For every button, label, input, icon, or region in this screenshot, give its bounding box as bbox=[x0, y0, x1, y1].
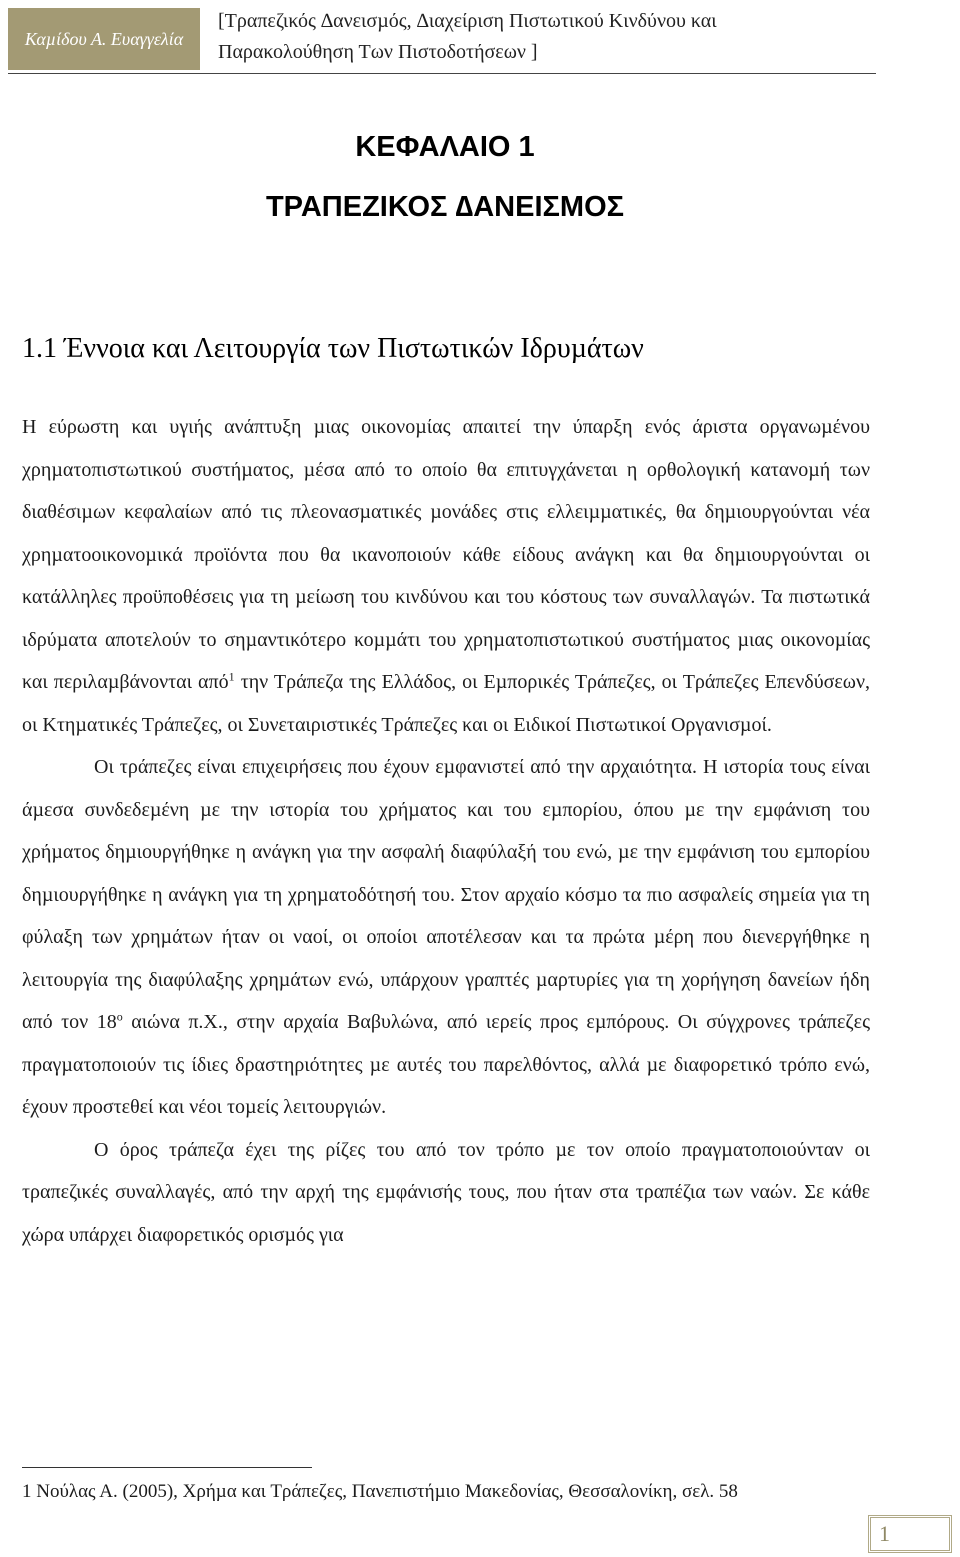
page-number-box bbox=[868, 1515, 952, 1553]
paragraph-2-text-b: αιώνα π.Χ., στην αρχαία Βαβυλώνα, από ιερείς προς εµπόρους. Οι σύγχρονες τράπεζες πραγµατοποιούν τις ίδιες δραστηριότητες µε αυτές του παρελθόντος, αλλά µε διαφορετικό τρόπο ενώ, έχουν προστεθεί και νέοι τοµείς λειτουργιών. bbox=[22, 1011, 870, 1118]
footnote-reference: 1 bbox=[228, 669, 235, 684]
header-author-band bbox=[8, 8, 200, 70]
section-heading: 1.1 Έννοια και Λειτουργία των Πιστωτικών Ιδρυµάτων bbox=[22, 333, 644, 364]
paragraph-1-text-a: Η εύρωστη και υγιής ανάπτυξη µιας οικονοµίας απαιτεί την ύπαρξη ενός άριστα οργανωµένου χρηµατοπιστωτικού συστήµατος, µέσα από το οποίο θα επιτυγχάνεται η ορθολογική κατανοµή των διαθέσιµων κεφαλαίων από τις πλεονασµατικές µονάδες στις ελλειµµατικές, θα δηµιουργούνται νέα χρηµατοοικονοµικά προϊόντα που θα ικανοποιούν κάθε είδους ανάγκη και θα δηµιουργούνται οι κατάλληλες προϋποθέσεις για τη µείωση του κινδύνου και του κόστους των συναλλαγών. Τα πιστωτικά ιδρύµατα αποτελούν το σηµαντικότερο κοµµάτι του χρηµατοπιστωτικού συστήµατος µιας οικονοµίας και περιλαµβάνονται από bbox=[22, 416, 870, 693]
header-divider bbox=[8, 73, 876, 74]
header-title-line-1: [Τραπεζικός ∆ανεισµός, ∆ιαχείριση Πιστωτικού Κινδύνου και bbox=[218, 10, 717, 32]
header-title-line-2: Παρακολούθηση Των Πιστοδοτήσεων ] bbox=[218, 41, 538, 63]
header-author: Καµίδου Α. Ευαγγελία bbox=[24, 28, 184, 49]
body-text bbox=[22, 406, 870, 1256]
paragraph-1 bbox=[22, 406, 870, 746]
footnote-divider bbox=[22, 1467, 312, 1468]
paragraph-1-text-b: την Τράπεζα της Ελλάδος, οι Εµπορικές Τράπεζες, οι Τράπεζες Επενδύσεων, οι Κτηµατικές Τράπεζες, οι Συνεταιριστικές Τράπεζες και οι Ειδικοί Πιστωτικοί Οργανισµοί. bbox=[22, 671, 871, 736]
chapter-title: ΤΡΑΠΕΖΙΚΟΣ ∆ΑΝΕΙΣΜΟΣ bbox=[265, 191, 625, 223]
chapter-number: ΚΕΦΑΛΑΙΟ 1 bbox=[355, 131, 535, 163]
page-number: 1 bbox=[879, 1521, 890, 1546]
header-document-title bbox=[218, 6, 938, 68]
superscript-ordinal: ο bbox=[116, 1009, 123, 1024]
paragraph-2 bbox=[22, 746, 870, 1129]
paragraph-2-text-a: Οι τράπεζες είναι επιχειρήσεις που έχουν εµφανιστεί από την αρχαιότητα. Η ιστορία τους είναι άµεσα συνδεδεµένη µε την ιστορία του χρήµατος και του εµπορίου, όπου µε την εµφάνιση του χρήµατος δηµιουργήθηκε η ανάγκη για την ασφαλή διαφύλαξή του ενώ, µε την εµφάνιση του εµπορίου δηµιουργήθηκε η ανάγκη για τη χρηµατοδότησή του. Στον αρχαίο κόσµο τα πιο ασφαλείς σηµεία για τη φύλαξη των χρηµάτων ήταν οι ναοί, οι οποίοι αποτέλεσαν και τα πρώτα µέρη που διενεργήθηκε η λειτουργία της διαφύλαξης χρηµάτων ενώ, υπάρχουν γραπτές µαρτυρίες για τη χορήγηση δανείων ήδη από τον 18 bbox=[22, 756, 870, 1033]
paragraph-3: Ο όρος τράπεζα έχει της ρίζες του από τον τρόπο µε τον οποίο πραγµατοποιούνταν οι τραπεζικές συναλλαγές, από την αρχή της εµφάνισής τους, που ήταν στα τραπέζια των ναών. Σε κάθε χώρα υπάρχει διαφορετικός ορισµός για bbox=[22, 1138, 870, 1246]
footnote: 1 Νούλας Α. (2005), Χρήµα και Τράπεζες, Πανεπιστήµιο Μακεδονίας, Θεσσαλονίκη, σελ. 58 bbox=[22, 1481, 738, 1502]
